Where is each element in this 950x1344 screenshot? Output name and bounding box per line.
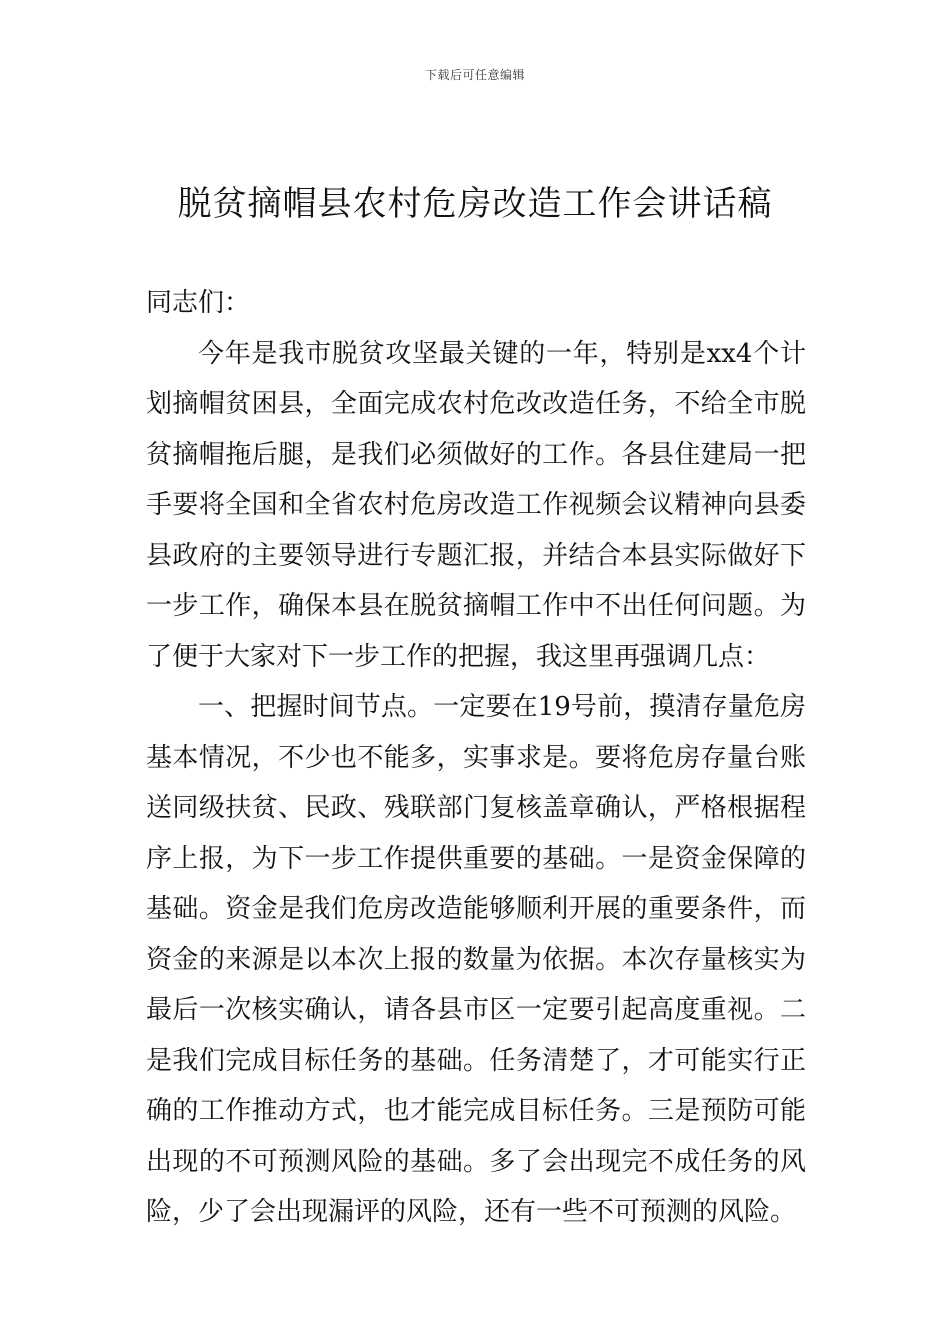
paragraph-intro: 今年是我市脱贫攻坚最关键的一年，特别是xx4个计划摘帽贫困县，全面完成农村危改改造任务，不给全市脱贫摘帽拖后腿，是我们必须做好的工作。各县住建局一把手要将全国和全省农村危房改造工作视频会议精神向县委县政府的主要领导进行专题汇报，并结合本县实际做好下一步工作，确保本县在脱贫摘帽工作中不出任何问题。为了便于大家对下一步工作的把握，我这里再强调几点： [146, 338, 806, 672]
document-title: 脱贫摘帽县农村危房改造工作会讲话稿 [177, 184, 773, 224]
salutation: 同志们： [146, 288, 251, 318]
document-body [146, 278, 806, 1238]
paragraph-point-one: 一、把握时间节点。一定要在19号前，摸清存量危房基本情况，不少也不能多，实事求是。要将危房存量台账送同级扶贫、民政、残联部门复核盖章确认，严格根据程序上报，为下一步工作提供重要的基础。一是资金保障的基础。资金是我们危房改造能够顺利开展的重要条件，而资金的来源是以本次上报的数量为依据。本次存量核实为最后一次核实确认，请各县市区一定要引起高度重视。二是我们完成目标任务的基础。任务清楚了，才可能实行正确的工作推动方式，也才能完成目标任务。三是预防可能出现的不可预测风险的基础。多了会出现完不成任务的风险，少了会出现漏评的风险，还有一些不可预测的风险。 [146, 692, 806, 1227]
header-note: 下载后可任意编辑 [424, 68, 525, 82]
